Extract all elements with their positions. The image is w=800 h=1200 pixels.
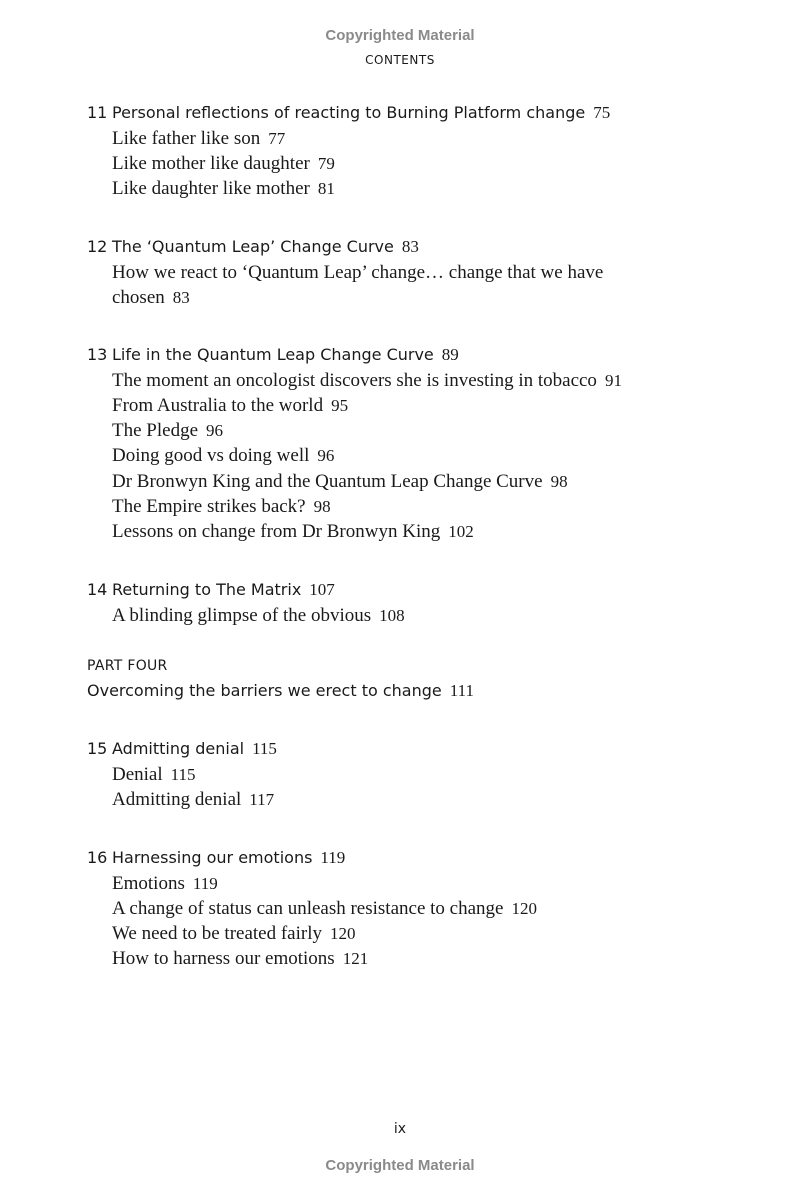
page-number: 95 xyxy=(331,396,349,415)
toc-part-four[interactable] xyxy=(87,681,474,701)
chapter-title: Harnessing our emotions xyxy=(112,848,313,867)
page-number: 117 xyxy=(249,790,275,809)
page-number: 83 xyxy=(401,237,419,256)
entry-title: Like mother like daughter xyxy=(112,153,310,174)
toc-entry[interactable] xyxy=(112,521,474,543)
entry-title: We need to be treated fairly xyxy=(112,923,323,944)
chapter-title: Life in the Quantum Leap Change Curve xyxy=(112,345,434,364)
toc-entry[interactable] xyxy=(112,789,274,811)
copyright-watermark-top: Copyrighted Material xyxy=(325,27,475,44)
page-folio: ix xyxy=(393,1121,407,1137)
chapter-title: The ‘Quantum Leap’ Change Curve xyxy=(112,237,394,256)
entry-title: A change of status can unleash resistance to change xyxy=(112,898,504,919)
page-number: 81 xyxy=(317,179,335,198)
page-number: 121 xyxy=(342,949,369,968)
entry-title: Like daughter like mother xyxy=(112,178,310,199)
toc-entry[interactable] xyxy=(112,370,622,392)
page-number: 98 xyxy=(550,472,568,491)
chapter-title: Personal reflections of reacting to Burning Platform change xyxy=(112,103,586,122)
toc-entry[interactable] xyxy=(112,178,335,200)
page-number: 115 xyxy=(170,765,196,784)
toc-entry[interactable] xyxy=(112,395,348,417)
entry-title: Like father like son xyxy=(112,128,261,149)
page-number: 96 xyxy=(206,421,224,440)
page-number: 91 xyxy=(604,371,622,390)
entry-title: A blinding glimpse of the obvious xyxy=(112,605,372,626)
toc-entry[interactable] xyxy=(112,605,405,627)
entry-title: How we react to ‘Quantum Leap’ change… change that we have xyxy=(112,262,604,283)
toc-entry[interactable] xyxy=(112,898,537,920)
page-number: 115 xyxy=(252,739,277,758)
page-number: 79 xyxy=(317,154,335,173)
toc-entry[interactable] xyxy=(112,948,368,970)
chapter-number: 16 xyxy=(87,848,108,867)
toc-entry[interactable] xyxy=(112,128,285,150)
toc-entry-continued[interactable] xyxy=(112,287,190,309)
entry-title: Dr Bronwyn King and the Quantum Leap Change Curve xyxy=(112,471,543,492)
page-number: 83 xyxy=(172,288,190,307)
toc-chapter-12[interactable] xyxy=(87,237,419,257)
page-number: 119 xyxy=(320,848,346,867)
running-head: CONTENTS xyxy=(365,53,435,67)
page-number: 75 xyxy=(593,103,611,122)
chapter-number: 13 xyxy=(87,345,108,364)
page-number: 98 xyxy=(313,497,331,516)
toc-chapter-14[interactable] xyxy=(87,580,335,600)
toc-entry[interactable] xyxy=(112,262,603,284)
chapter-title: Admitting denial xyxy=(112,739,245,758)
part-label: PART FOUR xyxy=(87,658,168,674)
entry-title: Lessons on change from Dr Bronwyn King xyxy=(112,521,441,542)
page-number: 111 xyxy=(449,681,474,700)
chapter-number: 12 xyxy=(87,237,108,256)
toc-entry[interactable] xyxy=(112,445,334,467)
toc-chapter-11[interactable] xyxy=(87,103,610,123)
page-number: 108 xyxy=(379,606,405,625)
page-number: 102 xyxy=(448,522,474,541)
copyright-watermark-bottom: Copyrighted Material xyxy=(325,1157,475,1174)
entry-title-continued: chosen xyxy=(112,287,165,308)
toc-entry[interactable] xyxy=(112,764,196,786)
toc-entry[interactable] xyxy=(112,923,356,945)
toc-entry[interactable] xyxy=(112,873,218,895)
toc-chapter-16[interactable] xyxy=(87,848,345,868)
page-number: 96 xyxy=(317,446,335,465)
chapter-number: 15 xyxy=(87,739,108,758)
entry-title: Doing good vs doing well xyxy=(112,445,310,466)
page-number: 120 xyxy=(330,924,356,943)
chapter-title: Returning to The Matrix xyxy=(112,580,302,599)
page-number: 120 xyxy=(511,899,537,918)
entry-title: From Australia to the world xyxy=(112,395,324,416)
entry-title: The moment an oncologist discovers she is investing in tobacco xyxy=(112,370,597,391)
entry-title: How to harness our emotions xyxy=(112,948,335,969)
entry-title: Denial xyxy=(112,764,163,785)
page-number: 107 xyxy=(309,580,335,599)
page-number: 119 xyxy=(192,874,218,893)
chapter-number: 14 xyxy=(87,580,108,599)
toc-chapter-13[interactable] xyxy=(87,345,459,365)
entry-title: The Pledge xyxy=(112,420,199,441)
toc-entry[interactable] xyxy=(112,496,331,518)
entry-title: Emotions xyxy=(112,873,185,894)
toc-entry[interactable] xyxy=(112,420,223,442)
toc-chapter-15[interactable] xyxy=(87,739,277,759)
part-title: Overcoming the barriers we erect to change xyxy=(87,681,442,700)
entry-title: The Empire strikes back? xyxy=(112,496,306,517)
page-number: 77 xyxy=(268,129,286,148)
toc-entry[interactable] xyxy=(112,471,568,493)
entry-title: Admitting denial xyxy=(112,789,242,810)
page-number: 89 xyxy=(441,345,459,364)
chapter-number: 11 xyxy=(87,103,108,122)
toc-entry[interactable] xyxy=(112,153,335,175)
